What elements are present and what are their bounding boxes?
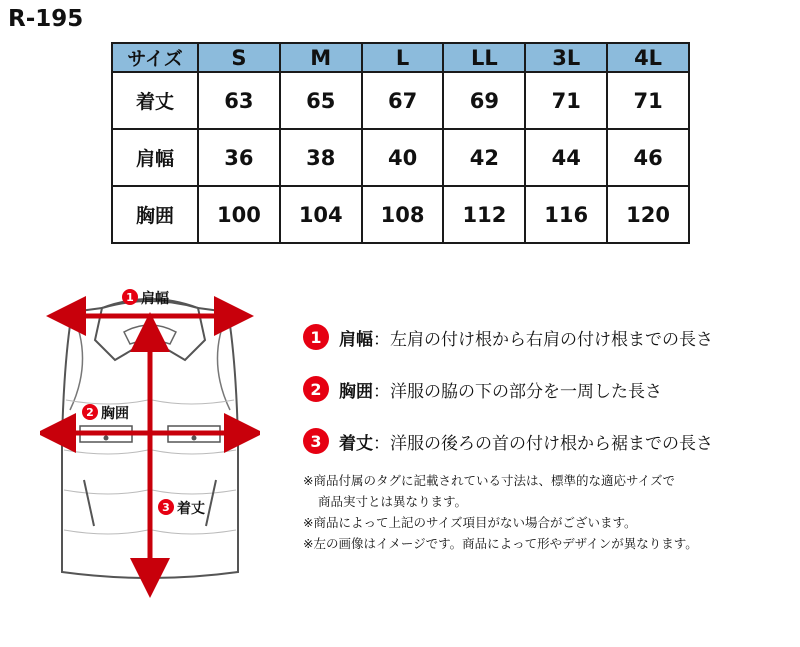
diagram-label-chest <box>82 404 129 422</box>
legend-desc: ：洋服の後ろの首の付け根から裾までの長さ <box>373 433 713 454</box>
table-cell: 46 <box>607 129 689 186</box>
table-cell: 71 <box>607 72 689 129</box>
table-cell: 42 <box>443 129 525 186</box>
table-cell: 44 <box>525 129 607 186</box>
size-col-s: S <box>198 43 280 72</box>
note-line: ※左の画像はイメージです。商品によって形やデザインが異なります。 <box>303 536 698 551</box>
note-line: ※商品付属のタグに記載されている寸法は、標準的な適応サイズで <box>303 473 675 488</box>
svg-text:胸囲: 胸囲 <box>101 406 129 422</box>
table-cell: 67 <box>362 72 444 129</box>
note-line: 商品実寸とは異なります。 <box>318 494 468 509</box>
size-chart-table <box>111 42 690 244</box>
row-label-chest: 胸囲 <box>112 186 198 243</box>
measurement-legend <box>303 323 783 479</box>
legend-item-shoulder <box>303 323 783 351</box>
table-row <box>112 129 689 186</box>
svg-text:3: 3 <box>162 501 170 514</box>
model-code: R-195 <box>8 6 84 32</box>
table-row <box>112 186 689 243</box>
vest-diagram <box>40 280 260 600</box>
svg-text:着丈: 着丈 <box>177 501 205 517</box>
size-col-l: L <box>362 43 444 72</box>
legend-desc: ：左肩の付け根から右肩の付け根までの長さ <box>373 329 713 350</box>
row-label-length: 着丈 <box>112 72 198 129</box>
size-header-row <box>112 43 689 72</box>
table-cell: 116 <box>525 186 607 243</box>
note-line: ※商品によって上記のサイズ項目がない場合がございます。 <box>303 515 637 530</box>
number-badge: 3 <box>303 428 329 454</box>
number-badge: 2 <box>303 376 329 402</box>
legend-name: 胸囲 <box>339 381 373 402</box>
legend-desc: ：洋服の脇の下の部分を一周した長さ <box>373 381 662 402</box>
legend-name: 肩幅 <box>339 329 373 350</box>
table-cell: 112 <box>443 186 525 243</box>
table-cell: 63 <box>198 72 280 129</box>
svg-text:肩幅: 肩幅 <box>141 291 169 307</box>
table-cell: 40 <box>362 129 444 186</box>
svg-text:2: 2 <box>86 406 94 419</box>
table-cell: 65 <box>280 72 362 129</box>
svg-text:1: 1 <box>126 291 134 304</box>
size-col-m: M <box>280 43 362 72</box>
table-cell: 120 <box>607 186 689 243</box>
table-cell: 69 <box>443 72 525 129</box>
table-cell: 71 <box>525 72 607 129</box>
legend-item-chest <box>303 375 783 403</box>
legend-name: 着丈 <box>339 433 373 454</box>
size-col-3l: 3L <box>525 43 607 72</box>
table-cell: 38 <box>280 129 362 186</box>
size-corner-label: サイズ <box>112 43 198 72</box>
diagram-label-shoulder <box>122 289 169 307</box>
size-notes <box>303 470 773 554</box>
number-badge: 1 <box>303 324 329 350</box>
legend-item-length <box>303 427 783 455</box>
size-col-4l: 4L <box>607 43 689 72</box>
row-label-shoulder: 肩幅 <box>112 129 198 186</box>
table-cell: 100 <box>198 186 280 243</box>
table-cell: 104 <box>280 186 362 243</box>
size-col-ll: LL <box>443 43 525 72</box>
table-cell: 108 <box>362 186 444 243</box>
diagram-label-length <box>158 499 205 517</box>
table-cell: 36 <box>198 129 280 186</box>
table-row <box>112 72 689 129</box>
